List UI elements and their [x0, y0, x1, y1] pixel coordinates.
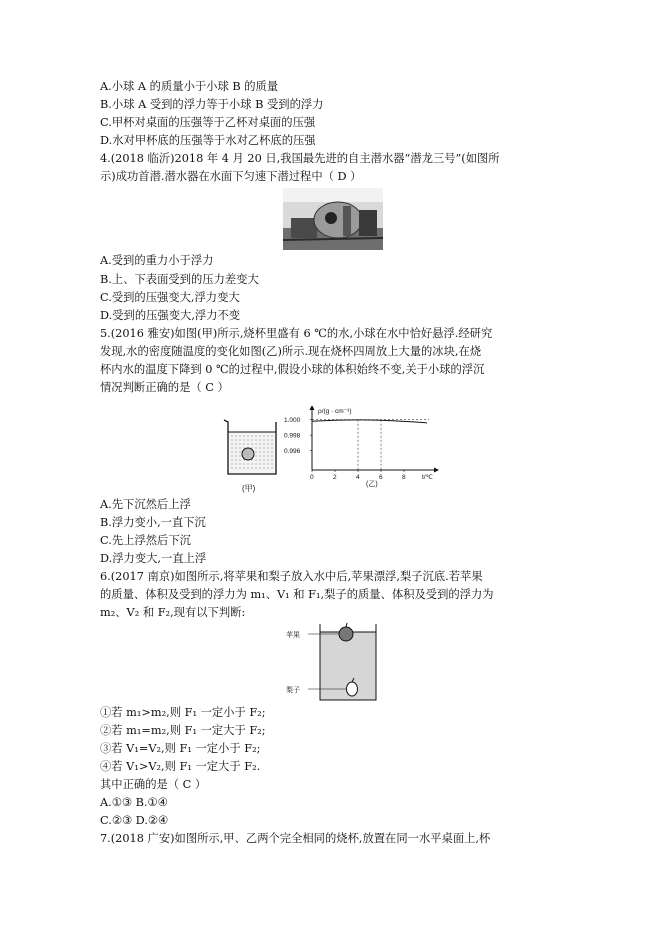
- q4-option-b: B.上、下表面受到的压力差变大: [100, 273, 259, 286]
- q3-option-b: B.小球 A 受到的浮力等于小球 B 受到的浮力: [100, 98, 324, 111]
- x-axis-arrow: [434, 468, 439, 473]
- q6-stem-line1: 6.(2017 南京)如图所示,将苹果和梨子放入水中后,苹果漂浮,梨子沉底.若苹果: [100, 570, 483, 583]
- y-tick-label: 0.998: [284, 432, 301, 440]
- y-tick-label: 0.996: [284, 448, 301, 456]
- q6-judgment-4: ④若 V₁>V₂,则 F₁ 一定大于 F₂.: [100, 760, 261, 773]
- y-tick-label: 1.000: [284, 417, 301, 425]
- q5-option-b: B.浮力变小,一直下沉: [100, 516, 206, 529]
- submarine-photo: [283, 188, 383, 250]
- q5-stem-line3: 杯内水的温度下降到 0 ℃的过程中,假设小球的体积始终不变,关于小球的浮沉: [100, 363, 485, 376]
- q6-judgment-2: ②若 m₁=m₂,则 F₁ 一定大于 F₂;: [100, 724, 266, 737]
- apple-pear-figure: [286, 620, 386, 704]
- q5-stem-line4: 情况判断正确的是（ C ）: [100, 381, 229, 394]
- x-tick-label: 2: [333, 474, 337, 481]
- q3-option-a: A.小球 A 的质量小于小球 B 的质量: [100, 80, 279, 93]
- figure-jia-label: (甲): [242, 484, 256, 493]
- figure-yi-label: (乙): [366, 481, 378, 488]
- q5-option-c: C.先上浮然后下沉: [100, 534, 191, 547]
- x-tick-label: 0: [310, 474, 314, 481]
- q6-options-cd: C.②③ D.②④: [100, 814, 169, 827]
- q6-stem-line2: 的质量、体积及受到的浮力为 m₁、V₁ 和 F₁,梨子的质量、体积及受到的浮力为: [100, 588, 494, 601]
- q4-stem-line2: 示)成功首潜.潜水器在水面下匀速下潜过程中（ D ）: [100, 170, 362, 183]
- q4-option-d: D.受到的压强变大,浮力不变: [100, 309, 241, 322]
- q6-judgment-3: ③若 V₁=V₂,则 F₁ 一定小于 F₂;: [100, 742, 261, 755]
- x-tick-label: 8: [402, 474, 406, 481]
- q5-option-d: D.浮力变大,一直上浮: [100, 552, 207, 565]
- q4-option-a: A.受到的重力小于浮力: [100, 254, 214, 267]
- x-tick-label: 6: [379, 474, 383, 481]
- density-curve: [312, 420, 427, 423]
- q6-judgment-1: ①若 m₁>m₂,则 F₁ 一定小于 F₂;: [100, 706, 266, 719]
- q3-option-d: D.水对甲杯底的压强等于水对乙杯底的压强: [100, 134, 316, 147]
- q5-stem-line1: 5.(2016 雅安)如图(甲)所示,烧杯里盛有 6 ℃的水,小球在水中恰好悬浮.经研究: [100, 327, 493, 340]
- y-axis-label: ρ/(g · cm⁻³): [318, 408, 352, 415]
- q6-stem-line3: m₂、V₂ 和 F₂,现有以下判断:: [100, 606, 246, 619]
- q7-stem-line1: 7.(2018 广安)如图所示,甲、乙两个完全相同的烧杯,放置在同一水平桌面上,杯: [100, 832, 491, 845]
- y-axis-arrow: [310, 406, 315, 410]
- x-axis-label: t/℃: [422, 474, 433, 481]
- q4-option-c: C.受到的压强变大,浮力变大: [100, 291, 240, 304]
- q5-stem-line2: 发现,水的密度随温度的变化如图(乙)所示.现在烧杯四周放上大量的冰块,在烧: [100, 345, 482, 358]
- q5-option-a: A.先下沉然后上浮: [100, 498, 191, 511]
- apple-label: 苹果: [286, 632, 300, 639]
- pear-label: 梨子: [286, 687, 300, 694]
- x-tick-label: 4: [356, 474, 360, 481]
- q6-question: 其中正确的是（ C ）: [100, 778, 207, 791]
- density-chart: [282, 406, 442, 498]
- q3-option-c: C.甲杯对桌面的压强等于乙杯对桌面的压强: [100, 116, 316, 129]
- q6-options-ab: A.①③ B.①④: [100, 796, 168, 809]
- q4-stem-line1: 4.(2018 临沂)2018 年 4 月 20 日,我国最先进的自主潜水器“潜龙三号”(如图所: [100, 152, 500, 165]
